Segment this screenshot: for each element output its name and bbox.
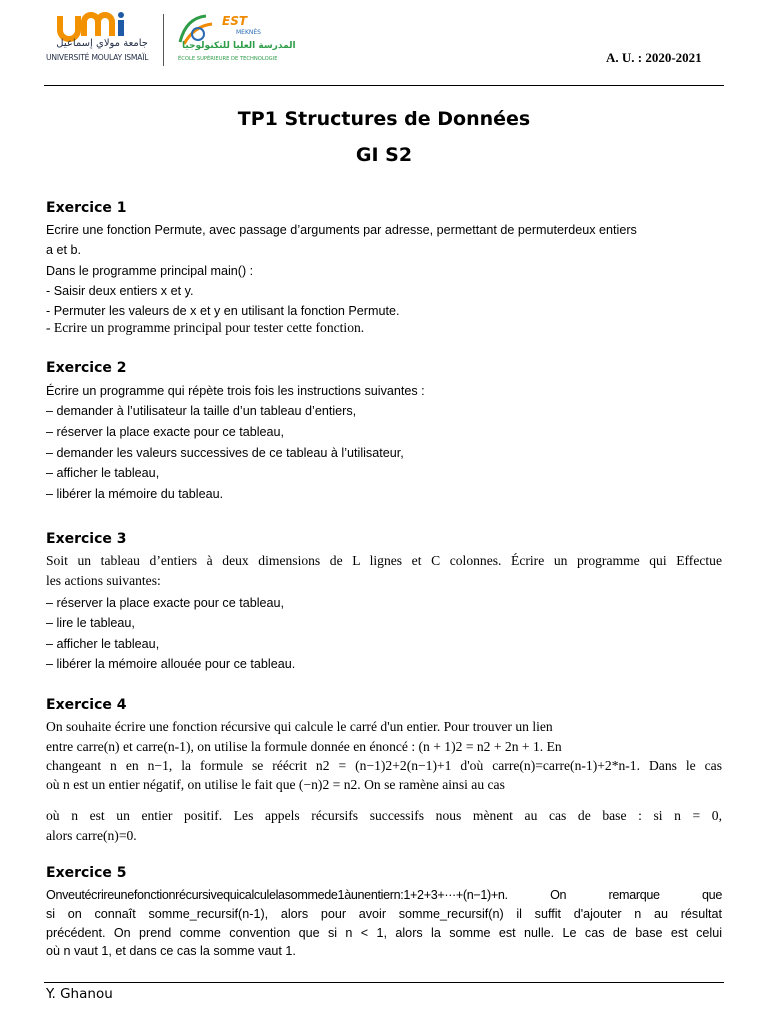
est-arabic-name: المدرسة العليا للتكنولوجيا	[182, 41, 296, 51]
exercise-5-line: si on connaît somme_recursif(n-1), alors pour avoir somme_recursif(n) il suffit d'ajouter n au résultat	[46, 907, 722, 921]
exercise-2-line: – demander à l’utilisateur la taille d’un tableau d’entiers,	[46, 404, 357, 418]
exercise-5-line: Onveutécrireunefonctionrécursivequicalculelasommede1àunentiern:1+2+3+···+(n−1)+n. On remarque que	[46, 888, 722, 902]
exercise-5-heading: Exercice 5	[46, 865, 127, 881]
exercise-1-line: - Permuter les valeurs de x et y en utilisant la fonction Permute.	[46, 304, 400, 318]
umi-arabic-name: جامعة مولاي إسماعيل	[56, 38, 148, 49]
logo-divider	[163, 14, 164, 66]
est-logo	[176, 12, 296, 68]
exercise-3-line: – libérer la mémoire allouée pour ce tableau.	[46, 657, 296, 671]
exercise-1-line: a et b.	[46, 243, 82, 257]
document-subtitle: GI S2	[355, 144, 413, 166]
umi-french-name: UNIVERSITÉ MOULAY ISMAÏL	[46, 53, 149, 62]
footer-rule	[44, 982, 724, 983]
est-french-name: ÉCOLE SUPÉRIEURE DE TECHNOLOGIE	[178, 56, 278, 62]
exercise-2-line: Écrire un programme qui répète trois fois les instructions suivantes :	[46, 384, 425, 398]
exercise-5-line: précédent. On prend comme convention que si n < 1, alors la somme est nulle. Le cas de base est celui	[46, 926, 722, 940]
exercise-4-line: où n est un entier positif. Les appels récursifs successifs nous mènent au cas de base : si n = 0,	[46, 808, 722, 823]
exercise-3-line: – afficher le tableau,	[46, 637, 160, 651]
header-rule	[44, 85, 724, 86]
exercise-2-line: – réserver la place exacte pour ce tableau,	[46, 425, 285, 439]
exercise-5-line: où n vaut 1, et dans ce cas la somme vaut 1.	[46, 944, 296, 958]
exercise-1-line: Ecrire une fonction Permute, avec passage d’arguments par adresse, permettant de permuterdeux entiers	[46, 223, 637, 237]
exercise-1-heading: Exercice 1	[46, 200, 127, 216]
exercise-4-line: où n est un entier négatif, on utilise le fait que (−n)2 = n2. On se ramène ainsi au cas	[46, 777, 505, 792]
exercise-4-heading: Exercice 4	[46, 697, 127, 713]
document-title: TP1 Structures de Données	[237, 108, 531, 130]
exercise-2-heading: Exercice 2	[46, 360, 127, 376]
exercise-4-line: entre carre(n) et carre(n-1), on utilise la formule donnée en énoncé : (n + 1)2 = n2 + 2n + 1. En	[46, 739, 562, 754]
exercise-4-line: alors carre(n)=0.	[46, 828, 137, 843]
est-acronym: EST	[222, 14, 248, 28]
exercise-3-line: – lire le tableau,	[46, 616, 135, 630]
academic-year: A. U. : 2020-2021	[606, 50, 702, 65]
exercise-2-line: – libérer la mémoire du tableau.	[46, 487, 224, 501]
exercise-3-line: Soit un tableau d’entiers à deux dimensions de L lignes et C colonnes. Écrire un programme qui Effectue	[46, 553, 722, 568]
exercise-1-line: - Ecrire un programme principal pour tester cette fonction.	[46, 320, 365, 335]
exercise-1-line: - Saisir deux entiers x et y.	[46, 284, 194, 298]
exercise-4-line: changeant n en n−1, la formule se réécrit n2 = (n−1)2+2(n−1)+1 d'où carre(n)=carre(n-1)+2*n-1. Dans le cas	[46, 758, 722, 773]
exercise-2-line: – afficher le tableau,	[46, 466, 160, 480]
exercise-1-line: Dans le programme principal main() :	[46, 264, 254, 278]
footer-author: Y. Ghanou	[46, 986, 113, 1002]
umi-logo	[44, 12, 148, 68]
exercise-3-heading: Exercice 3	[46, 531, 127, 547]
exercise-3-line: les actions suivantes:	[46, 573, 161, 588]
exercise-3-line: – réserver la place exacte pour ce tableau,	[46, 596, 285, 610]
est-city: MEKNÈS	[236, 29, 261, 36]
exercise-4-line: On souhaite écrire une fonction récursive qui calcule le carré d'un entier. Pour trouver un lien	[46, 719, 553, 734]
exercise-2-line: – demander les valeurs successives de ce tableau à l’utilisateur,	[46, 446, 404, 460]
